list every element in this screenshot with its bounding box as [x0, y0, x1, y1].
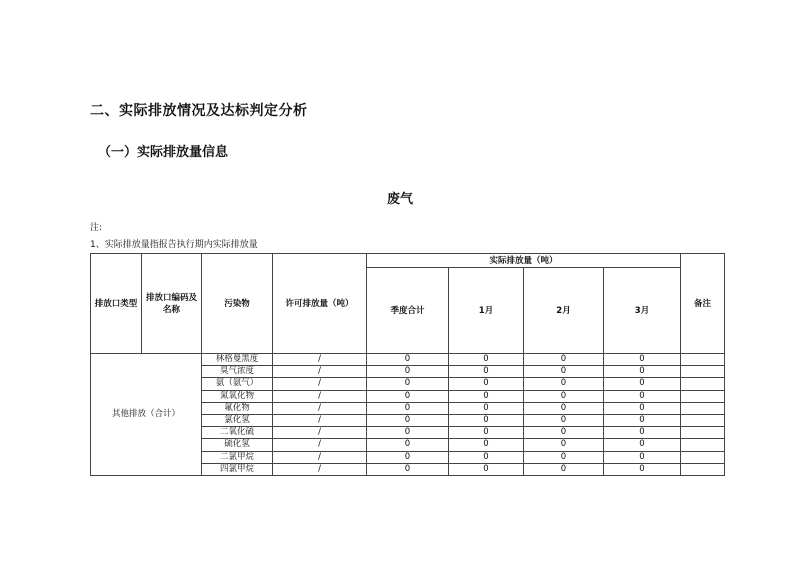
- header-month-3: 3月: [604, 268, 681, 354]
- permitted-cell: /: [273, 439, 367, 451]
- month-2-cell: 0: [524, 378, 604, 390]
- month-1-cell: 0: [449, 402, 524, 414]
- month-1-cell: 0: [449, 463, 524, 475]
- pollutant-cell: 氯化氢: [202, 414, 273, 426]
- header-month-1: 1月: [449, 268, 524, 354]
- month-1-cell: 0: [449, 366, 524, 378]
- header-actual-emission: 实际排放量（吨）: [367, 254, 681, 268]
- quarter-total-cell: 0: [367, 402, 449, 414]
- quarter-total-cell: 0: [367, 451, 449, 463]
- remark-cell: [681, 354, 725, 366]
- quarter-total-cell: 0: [367, 414, 449, 426]
- remark-cell: [681, 402, 725, 414]
- permitted-cell: /: [273, 463, 367, 475]
- permitted-cell: /: [273, 390, 367, 402]
- remark-cell: [681, 366, 725, 378]
- month-1-cell: 0: [449, 414, 524, 426]
- month-3-cell: 0: [604, 427, 681, 439]
- header-outlet-code: 排放口编码及名称: [142, 254, 202, 354]
- pollutant-cell: 氮氧化物: [202, 390, 273, 402]
- header-remark: 备注: [681, 254, 725, 354]
- section-heading: 二、实际排放情况及达标判定分析: [90, 103, 308, 119]
- month-1-cell: 0: [449, 390, 524, 402]
- pollutant-cell: 臭气浓度: [202, 366, 273, 378]
- month-2-cell: 0: [524, 463, 604, 475]
- header-month-2: 2月: [524, 268, 604, 354]
- month-1-cell: 0: [449, 354, 524, 366]
- remark-cell: [681, 439, 725, 451]
- permitted-cell: /: [273, 366, 367, 378]
- pollutant-cell: 氨（氨气）: [202, 378, 273, 390]
- pollutant-cell: 二氧化硫: [202, 427, 273, 439]
- month-2-cell: 0: [524, 354, 604, 366]
- remark-cell: [681, 463, 725, 475]
- emission-table: [90, 253, 725, 476]
- permitted-cell: /: [273, 427, 367, 439]
- subsection-heading: （一）实际排放量信息: [98, 145, 229, 160]
- month-2-cell: 0: [524, 451, 604, 463]
- permitted-cell: /: [273, 402, 367, 414]
- remark-cell: [681, 378, 725, 390]
- pollutant-cell: 氟化物: [202, 402, 273, 414]
- month-3-cell: 0: [604, 439, 681, 451]
- quarter-total-cell: 0: [367, 366, 449, 378]
- month-2-cell: 0: [524, 390, 604, 402]
- quarter-total-cell: 0: [367, 390, 449, 402]
- header-permitted: 许可排放量（吨）: [273, 254, 367, 354]
- pollutant-cell: 二氯甲烷: [202, 451, 273, 463]
- remark-cell: [681, 414, 725, 426]
- month-2-cell: 0: [524, 366, 604, 378]
- remark-cell: [681, 427, 725, 439]
- quarter-total-cell: 0: [367, 439, 449, 451]
- month-3-cell: 0: [604, 366, 681, 378]
- header-pollutant: 污染物: [202, 254, 273, 354]
- month-3-cell: 0: [604, 402, 681, 414]
- pollutant-cell: 四氯甲烷: [202, 463, 273, 475]
- month-2-cell: 0: [524, 402, 604, 414]
- permitted-cell: /: [273, 414, 367, 426]
- quarter-total-cell: 0: [367, 354, 449, 366]
- permitted-cell: /: [273, 378, 367, 390]
- month-1-cell: 0: [449, 427, 524, 439]
- month-2-cell: 0: [524, 439, 604, 451]
- month-3-cell: 0: [604, 354, 681, 366]
- note-line: 1、实际排放量指报告执行期内实际排放量: [90, 240, 258, 250]
- month-1-cell: 0: [449, 451, 524, 463]
- permitted-cell: /: [273, 451, 367, 463]
- table-title: 废气: [386, 192, 413, 207]
- month-2-cell: 0: [524, 427, 604, 439]
- month-1-cell: 0: [449, 439, 524, 451]
- group-label-cell: 其他排放（合计）: [91, 354, 202, 476]
- month-1-cell: 0: [449, 378, 524, 390]
- permitted-cell: /: [273, 354, 367, 366]
- month-2-cell: 0: [524, 414, 604, 426]
- table-row: [91, 354, 725, 366]
- month-3-cell: 0: [604, 463, 681, 475]
- quarter-total-cell: 0: [367, 463, 449, 475]
- month-3-cell: 0: [604, 451, 681, 463]
- quarter-total-cell: 0: [367, 378, 449, 390]
- remark-cell: [681, 451, 725, 463]
- pollutant-cell: 硫化氢: [202, 439, 273, 451]
- header-quarter-total: 季度合计: [367, 268, 449, 354]
- remark-cell: [681, 390, 725, 402]
- month-3-cell: 0: [604, 378, 681, 390]
- month-3-cell: 0: [604, 390, 681, 402]
- quarter-total-cell: 0: [367, 427, 449, 439]
- pollutant-cell: 林格曼黑度: [202, 354, 273, 366]
- note-label: 注:: [90, 223, 103, 233]
- header-outlet-type: 排放口类型: [91, 254, 142, 354]
- month-3-cell: 0: [604, 414, 681, 426]
